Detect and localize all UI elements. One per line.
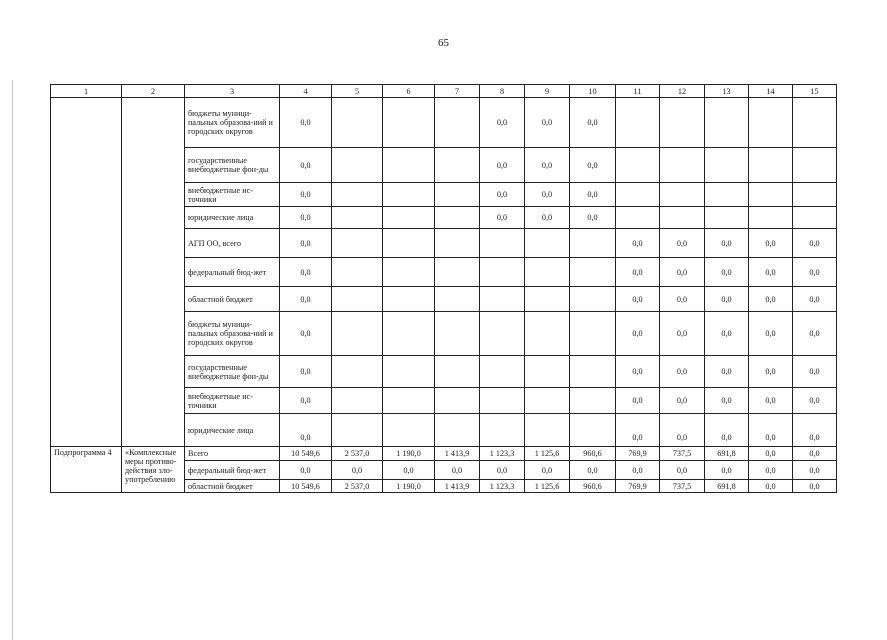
value-cell: 0,0 — [525, 461, 570, 480]
value-cell: 2 537,0 — [332, 480, 383, 493]
value-cell: 1 190,0 — [383, 447, 435, 461]
value-cell — [332, 312, 383, 356]
value-cell: 0,0 — [660, 258, 705, 287]
source-label: юридические лица — [185, 207, 280, 229]
value-cell: 0,0 — [749, 356, 793, 388]
value-cell: 0,0 — [280, 287, 332, 312]
value-cell: 0,0 — [705, 356, 749, 388]
source-label: Всего — [185, 447, 280, 461]
value-cell — [383, 183, 435, 207]
source-label: бюджеты муници-пальных образова-ний и городских округов — [185, 98, 280, 148]
value-cell: 0,0 — [660, 312, 705, 356]
value-cell — [793, 207, 837, 229]
value-cell: 737,5 — [660, 480, 705, 493]
value-cell: 769,9 — [616, 447, 660, 461]
value-cell — [705, 98, 749, 148]
value-cell — [793, 98, 837, 148]
value-cell: 0,0 — [570, 183, 616, 207]
value-cell — [525, 388, 570, 414]
value-cell — [435, 414, 480, 447]
value-cell: 0,0 — [749, 258, 793, 287]
value-cell — [383, 207, 435, 229]
value-cell: 0,0 — [749, 447, 793, 461]
value-cell — [383, 312, 435, 356]
value-cell: 0,0 — [705, 414, 749, 447]
value-cell: 0,0 — [616, 414, 660, 447]
value-cell: 0,0 — [793, 461, 837, 480]
value-cell — [332, 229, 383, 258]
value-cell — [480, 356, 525, 388]
value-cell: 0,0 — [280, 312, 332, 356]
value-cell: 0,0 — [749, 312, 793, 356]
value-cell — [749, 183, 793, 207]
value-cell — [525, 229, 570, 258]
value-cell — [383, 388, 435, 414]
value-cell — [383, 414, 435, 447]
value-cell — [435, 312, 480, 356]
value-cell: 0,0 — [570, 461, 616, 480]
value-cell: 0,0 — [280, 183, 332, 207]
value-cell: 0,0 — [570, 148, 616, 183]
value-cell: 0,0 — [280, 388, 332, 414]
value-cell: 1 413,9 — [435, 480, 480, 493]
value-cell — [616, 183, 660, 207]
value-cell — [435, 98, 480, 148]
value-cell — [332, 287, 383, 312]
source-label: внебюджетные ис-точники — [185, 183, 280, 207]
value-cell — [435, 388, 480, 414]
source-label: государственные внебюджетные фон-ды — [185, 356, 280, 388]
value-cell: 0,0 — [616, 287, 660, 312]
subprogram-row — [51, 447, 837, 461]
value-cell: 0,0 — [749, 480, 793, 493]
source-label: АГП ОО, всего — [185, 229, 280, 258]
empty-col1-cell — [51, 98, 122, 447]
subprogram-title: «Комплексные меры противо-действия зло-употреблению — [122, 447, 185, 493]
value-cell — [332, 388, 383, 414]
value-cell — [570, 414, 616, 447]
value-cell: 0,0 — [793, 356, 837, 388]
value-cell: 0,0 — [570, 207, 616, 229]
source-label: государственные внебюджетные фон-ды — [185, 148, 280, 183]
header-cell: 7 — [435, 85, 480, 98]
value-cell: 1 123,3 — [480, 480, 525, 493]
value-cell: 0,0 — [793, 447, 837, 461]
header-cell: 2 — [122, 85, 185, 98]
value-cell: 0,0 — [480, 148, 525, 183]
value-cell: 0,0 — [793, 229, 837, 258]
header-cell: 13 — [705, 85, 749, 98]
value-cell — [435, 356, 480, 388]
value-cell: 0,0 — [525, 148, 570, 183]
value-cell — [793, 183, 837, 207]
value-cell — [793, 148, 837, 183]
value-cell — [525, 312, 570, 356]
value-cell — [570, 388, 616, 414]
header-cell: 5 — [332, 85, 383, 98]
value-cell — [383, 98, 435, 148]
value-cell — [435, 258, 480, 287]
subprogram-name: Подпрограмма 4 — [51, 447, 122, 493]
value-cell — [480, 229, 525, 258]
table-row — [51, 98, 837, 148]
value-cell: 0,0 — [616, 229, 660, 258]
value-cell — [570, 229, 616, 258]
value-cell — [435, 148, 480, 183]
header-cell: 11 — [616, 85, 660, 98]
value-cell — [332, 356, 383, 388]
value-cell — [570, 356, 616, 388]
value-cell: 0,0 — [705, 312, 749, 356]
value-cell: 2 537,0 — [332, 447, 383, 461]
value-cell: 0,0 — [749, 287, 793, 312]
header-cell: 12 — [660, 85, 705, 98]
empty-col2-cell — [122, 98, 185, 447]
value-cell — [435, 183, 480, 207]
value-cell — [525, 287, 570, 312]
value-cell — [705, 148, 749, 183]
value-cell: 691,8 — [705, 480, 749, 493]
value-cell: 0,0 — [525, 183, 570, 207]
value-cell — [480, 258, 525, 287]
source-label: федеральный бюд-жет — [185, 461, 280, 480]
value-cell — [705, 183, 749, 207]
value-cell: 0,0 — [280, 461, 332, 480]
source-label: внебюджетные ис-точники — [185, 388, 280, 414]
value-cell: 0,0 — [705, 229, 749, 258]
value-cell — [383, 148, 435, 183]
value-cell — [616, 148, 660, 183]
value-cell — [332, 183, 383, 207]
value-cell: 0,0 — [280, 98, 332, 148]
value-cell — [660, 148, 705, 183]
value-cell: 10 549,6 — [280, 447, 332, 461]
header-cell: 15 — [793, 85, 837, 98]
source-label: областной бюджет — [185, 480, 280, 493]
value-cell — [616, 98, 660, 148]
value-cell — [480, 287, 525, 312]
value-cell: 0,0 — [480, 98, 525, 148]
value-cell: 0,0 — [749, 414, 793, 447]
value-cell: 0,0 — [480, 207, 525, 229]
value-cell — [570, 312, 616, 356]
value-cell: 0,0 — [480, 461, 525, 480]
value-cell — [332, 98, 383, 148]
value-cell: 0,0 — [705, 258, 749, 287]
header-cell: 8 — [480, 85, 525, 98]
value-cell: 0,0 — [616, 388, 660, 414]
value-cell — [525, 258, 570, 287]
value-cell: 0,0 — [793, 388, 837, 414]
value-cell — [525, 414, 570, 447]
value-cell — [660, 207, 705, 229]
header-cell: 10 — [570, 85, 616, 98]
value-cell: 1 125,6 — [525, 480, 570, 493]
value-cell — [383, 258, 435, 287]
value-cell — [435, 229, 480, 258]
value-cell: 0,0 — [660, 229, 705, 258]
header-cell: 9 — [525, 85, 570, 98]
value-cell — [332, 258, 383, 287]
value-cell — [332, 148, 383, 183]
value-cell — [660, 98, 705, 148]
value-cell: 0,0 — [525, 98, 570, 148]
value-cell: 0,0 — [616, 258, 660, 287]
value-cell — [480, 388, 525, 414]
source-label: федеральный бюд-жет — [185, 258, 280, 287]
value-cell: 0,0 — [616, 461, 660, 480]
value-cell: 0,0 — [332, 461, 383, 480]
value-cell: 0,0 — [660, 356, 705, 388]
value-cell: 0,0 — [280, 229, 332, 258]
source-label: юридические лица — [185, 414, 280, 447]
value-cell — [383, 356, 435, 388]
value-cell: 1 125,6 — [525, 447, 570, 461]
value-cell: 0,0 — [793, 480, 837, 493]
value-cell: 960,6 — [570, 480, 616, 493]
value-cell — [480, 312, 525, 356]
budget-table — [50, 84, 837, 493]
value-cell: 0,0 — [793, 258, 837, 287]
value-cell: 0,0 — [793, 287, 837, 312]
value-cell: 0,0 — [793, 414, 837, 447]
header-cell: 3 — [185, 85, 280, 98]
value-cell: 1 413,9 — [435, 447, 480, 461]
value-cell: 0,0 — [749, 461, 793, 480]
value-cell — [480, 414, 525, 447]
value-cell — [705, 207, 749, 229]
source-label: областной бюджет — [185, 287, 280, 312]
value-cell: 0,0 — [435, 461, 480, 480]
value-cell: 0,0 — [280, 258, 332, 287]
page-number: 65 — [438, 37, 449, 49]
value-cell: 10 549,6 — [280, 480, 332, 493]
value-cell: 0,0 — [480, 183, 525, 207]
value-cell: 737,5 — [660, 447, 705, 461]
source-label: бюджеты муници-пальных образова-ний и городских округов — [185, 312, 280, 356]
header-cell: 6 — [383, 85, 435, 98]
header-row — [51, 85, 837, 98]
value-cell: 0,0 — [280, 414, 332, 447]
value-cell — [525, 356, 570, 388]
value-cell — [383, 287, 435, 312]
value-cell — [570, 258, 616, 287]
value-cell: 0,0 — [660, 388, 705, 414]
value-cell: 0,0 — [705, 388, 749, 414]
value-cell: 691,8 — [705, 447, 749, 461]
value-cell: 0,0 — [525, 207, 570, 229]
value-cell: 0,0 — [660, 287, 705, 312]
value-cell: 769,9 — [616, 480, 660, 493]
scan-edge-line — [12, 80, 13, 640]
value-cell — [435, 287, 480, 312]
value-cell — [749, 207, 793, 229]
value-cell — [749, 98, 793, 148]
header-cell: 14 — [749, 85, 793, 98]
value-cell: 0,0 — [616, 356, 660, 388]
value-cell: 0,0 — [749, 388, 793, 414]
value-cell — [749, 148, 793, 183]
value-cell: 0,0 — [616, 312, 660, 356]
value-cell: 0,0 — [705, 461, 749, 480]
value-cell: 960,6 — [570, 447, 616, 461]
header-cell: 1 — [51, 85, 122, 98]
value-cell — [616, 207, 660, 229]
value-cell: 1 190,0 — [383, 480, 435, 493]
value-cell: 0,0 — [705, 287, 749, 312]
value-cell — [332, 207, 383, 229]
value-cell: 1 123,3 — [480, 447, 525, 461]
value-cell: 0,0 — [280, 148, 332, 183]
value-cell: 0,0 — [570, 98, 616, 148]
value-cell — [570, 287, 616, 312]
value-cell: 0,0 — [383, 461, 435, 480]
value-cell — [435, 207, 480, 229]
header-cell: 4 — [280, 85, 332, 98]
value-cell: 0,0 — [280, 356, 332, 388]
value-cell: 0,0 — [793, 312, 837, 356]
value-cell: 0,0 — [280, 207, 332, 229]
value-cell: 0,0 — [660, 414, 705, 447]
value-cell — [660, 183, 705, 207]
value-cell — [332, 414, 383, 447]
value-cell: 0,0 — [660, 461, 705, 480]
value-cell — [383, 229, 435, 258]
value-cell: 0,0 — [749, 229, 793, 258]
